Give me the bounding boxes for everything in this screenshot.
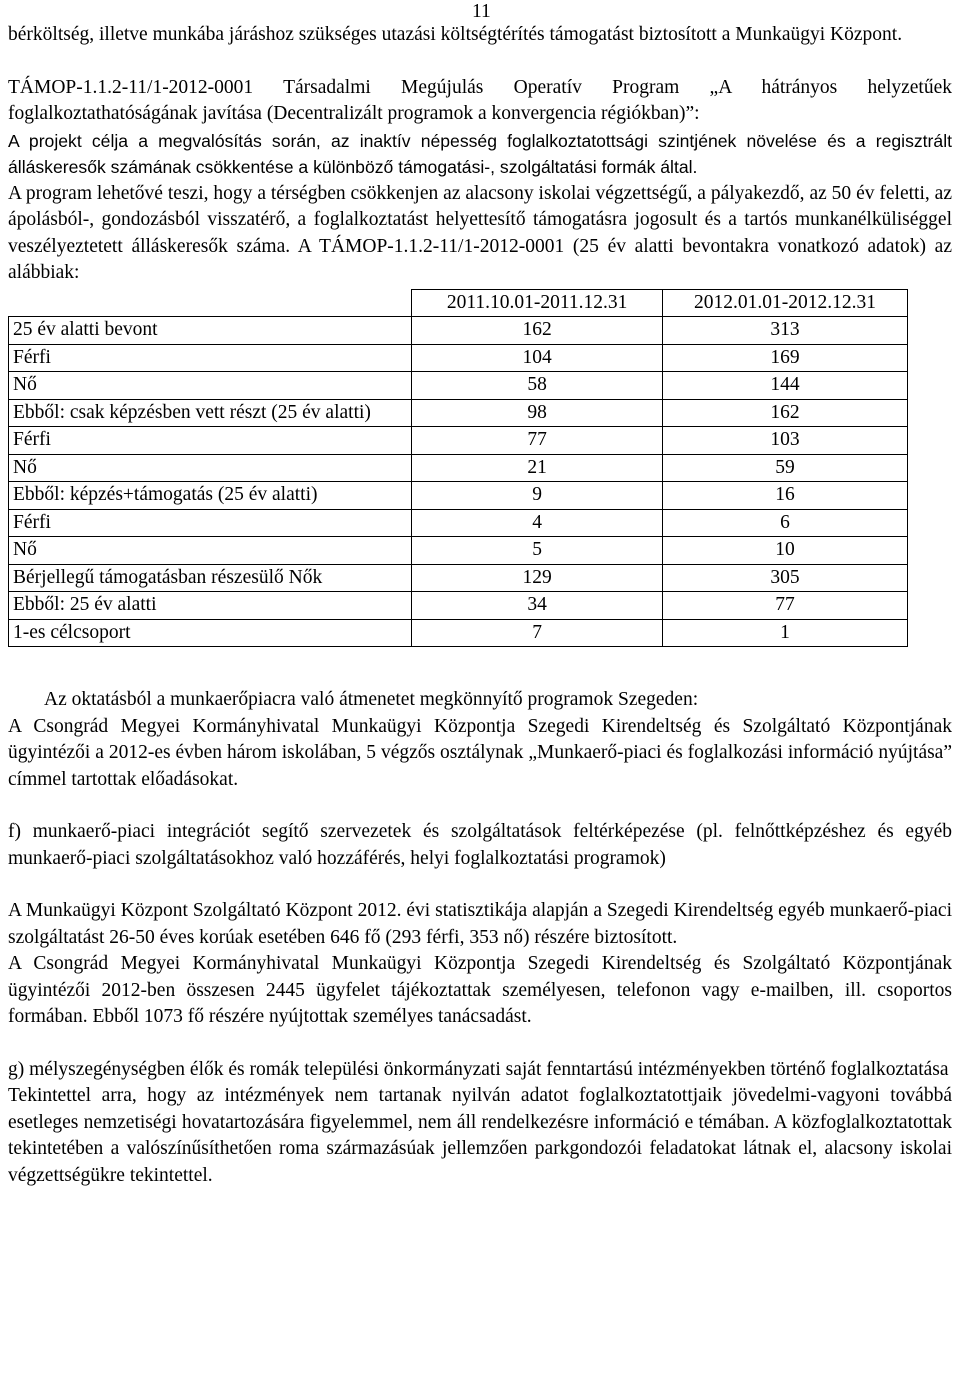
bullet-heading [8,687,952,714]
table-cell-value: 103 [663,427,908,455]
table-row [9,454,908,482]
table-cell-value: 144 [663,372,908,400]
table-row [9,537,908,565]
table-cell-label: Nő [9,537,412,565]
table-cell-value: 21 [412,454,663,482]
table-cell-value: 98 [412,399,663,427]
table-row [9,399,908,427]
table-cell-value: 1 [663,619,908,647]
section-g-heading: g) mélyszegénységben élők és romák települési önkormányzati saját fenntartású intézményekben történő foglalkoztatása [8,1058,949,1080]
table-header-row [9,289,908,317]
table-row [9,317,908,345]
program-paragraph: TÁMOP-1.1.2-11/1-2012-0001 Társadalmi Megújulás Operatív Program „A hátrányos helyzetűek foglalkoztathatóságának javítása (Decentralizált programok a konvergencia régiókban)”: [8,76,952,124]
program-goal-paragraph: A projekt célja a megvalósítás során, az inaktív népesség foglalkoztatottsági szintjének növelése és a regisztrált álláskeresők számának csökkentése a különböző támogatási-, szolgáltatási formák által. [8,130,952,177]
table-cell-value: 104 [412,344,663,372]
table-cell-label: Férfi [9,344,412,372]
table-cell-value: 162 [663,399,908,427]
table-cell-value: 58 [412,372,663,400]
client-info-paragraph: A Csongrád Megyei Kormányhivatal Munkaügyi Központja Szegedi Kirendeltség és Szolgáltató Központjának ügyintézői 2012-ben összesen 2445 ügyfelet tájékoztattak személyesen, telefonon vagy e-mailben, ill. csoportos formában. Ebből 1073 fő részére nyújtottak személyes tanácsadást. [8,953,952,1027]
table-row [9,427,908,455]
table-cell-value: 6 [663,509,908,537]
table-cell-label: Ebből: képzés+támogatás (25 év alatti) [9,482,412,510]
table-row [9,619,908,647]
table-cell-value: 34 [412,592,663,620]
table-cell-label: Bérjellegű támogatásban részesülő Nők [9,564,412,592]
bullet-heading-text: Az oktatásból a munkaerőpiacra való átmenetet megkönnyítő programok Szegeden: [44,689,699,710]
page-number: 11 [472,1,491,22]
table-header-cell: 2012.01.01-2012.12.31 [663,289,908,317]
table-header-cell [9,289,412,317]
document-body [8,22,952,1189]
table-cell-label: 1-es célcsoport [9,619,412,647]
table-cell-label: Férfi [9,427,412,455]
table-cell-value: 313 [663,317,908,345]
table-cell-label: Nő [9,454,412,482]
section-f-heading: f) munkaerő-piaci integrációt segítő szervezetek és szolgáltatások feltérképezése (pl. felnőttképzéshez és egyéb munkaerő-piaci szolgáltatásokhoz való hozzáférés, helyi foglalkoztatási programok) [8,821,952,869]
table-cell-value: 7 [412,619,663,647]
table-cell-label: Ebből: csak képzésben vett részt (25 év alatti) [9,399,412,427]
table-cell-label: Ebből: 25 év alatti [9,592,412,620]
table-row [9,482,908,510]
table-row [9,509,908,537]
table-cell-value: 16 [663,482,908,510]
table-cell-value: 129 [412,564,663,592]
szeged-paragraph: A Csongrád Megyei Kormányhivatal Munkaügyi Központja Szegedi Kirendeltség és Szolgáltató Központjának ügyintézői a 2012-es évben három iskolában, 5 végzős osztálynak „Munkaerő-piaci és foglalkozási információ nyújtása” címmel tartottak előadásokat. [8,715,952,790]
table-cell-label: Nő [9,372,412,400]
table-cell-value: 4 [412,509,663,537]
table-row [9,344,908,372]
table-cell-value: 9 [412,482,663,510]
table-row [9,592,908,620]
roma-paragraph: Tekintettel arra, hogy az intézmények nem tartanak nyilván adatot foglalkoztatottjaik jövedelmi-vagyoni továbbá esetleges nemzetiségi hovatartozására figyelemmel, nem áll rendelkezésre információ e témában. A közfoglalkoztatottak tekintetében a valószínűsíthetően roma származásúak jellemzően parkgondozói feladatokat látnak el, alacsony iskolai végzettségükre tekintettel. [8,1085,952,1186]
table-cell-value: 305 [663,564,908,592]
table-cell-label: 25 év alatti bevont [9,317,412,345]
table-cell-value: 77 [663,592,908,620]
table-cell-value: 77 [412,427,663,455]
table-cell-value: 10 [663,537,908,565]
beneficiary-table [8,289,908,648]
intro-paragraph: bérköltség, illetve munkába járáshoz szükséges utazási költségtérítés támogatást biztosított a Munkaügyi Központ. [8,24,903,45]
table-cell-value: 59 [663,454,908,482]
table-cell-label: Férfi [9,509,412,537]
table-cell-value: 162 [412,317,663,345]
table-header-cell: 2011.10.01-2011.12.31 [412,289,663,317]
table-cell-value: 169 [663,344,908,372]
program-description-paragraph: A program lehetővé teszi, hogy a térségben csökkenjen az alacsony iskolai végzettségű, a pályakezdő, az 50 év feletti, az ápolásból-, gondozásból visszatérő, a foglalkoztatást helyettesítő támogatásra jogosult és a tartós munkanélküliséggel veszélyeztetett álláskeresők száma. A TÁMOP-1.1.2-11/1-2012-0001 (25 év alatti bevontakra vonatkozó adatok) az alábbiak: [8,182,952,283]
table-row [9,564,908,592]
table-cell-value: 5 [412,537,663,565]
statistics-paragraph: A Munkaügyi Központ Szolgáltató Központ 2012. évi statisztikája alapján a Szegedi Kirendeltség egyéb munkaerő-piaci szolgáltatást 26-50 éves korúak esetében 646 fő (293 férfi, 353 nő) részére biztosított. [8,900,952,948]
table-row [9,372,908,400]
